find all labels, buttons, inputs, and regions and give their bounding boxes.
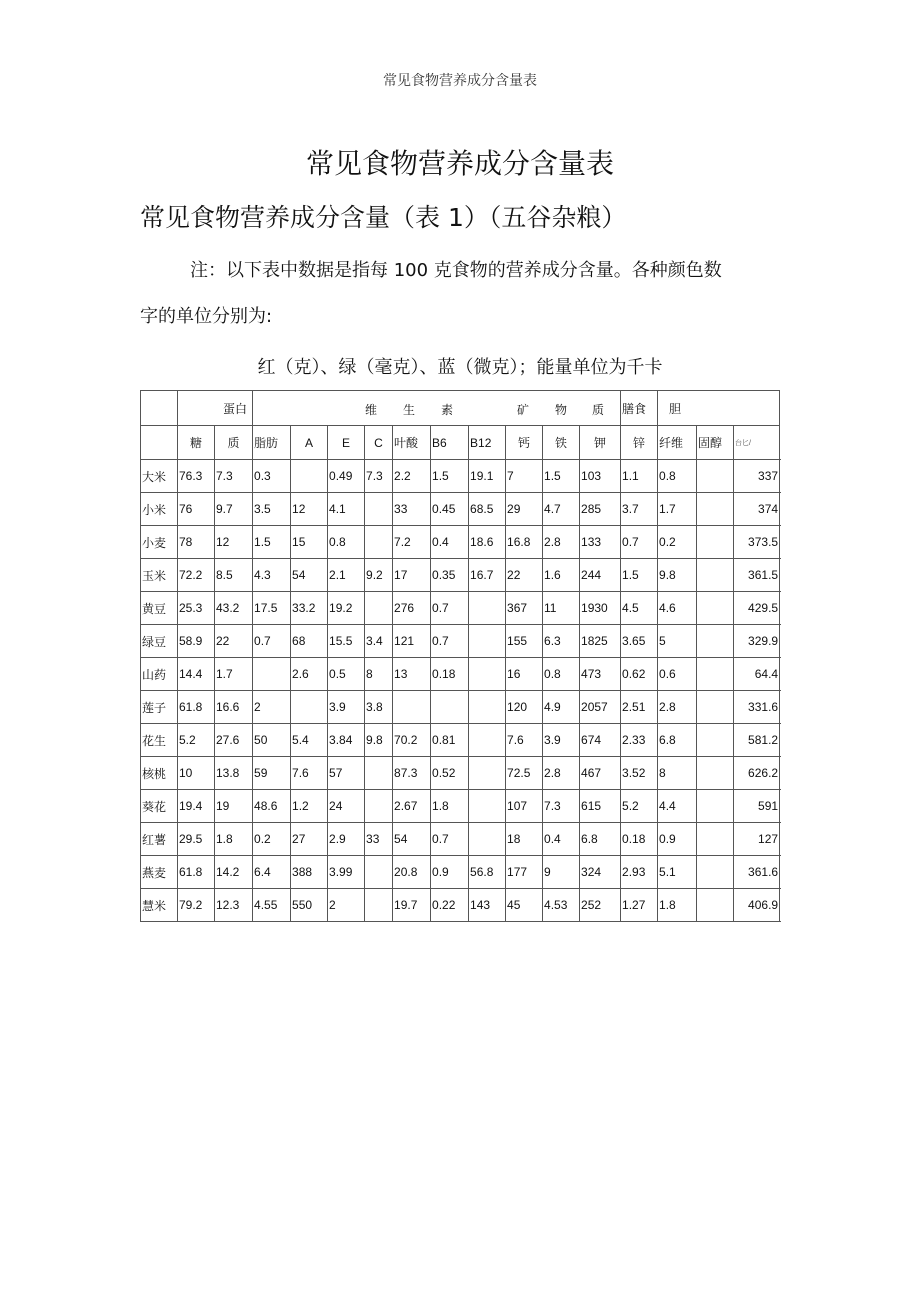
- value-cell: 2.51: [621, 691, 658, 724]
- value-cell: 2.6: [291, 658, 328, 691]
- mineral-group-label-3: 质: [592, 403, 605, 417]
- value-cell: 7.6: [506, 724, 543, 757]
- value-cell: 72.2: [178, 559, 215, 592]
- value-cell: 4.55: [253, 889, 291, 922]
- value-cell: 18: [506, 823, 543, 856]
- value-cell: 0.3: [253, 460, 291, 493]
- value-cell: 143: [469, 889, 506, 922]
- protein-group-label: 蛋白: [223, 401, 248, 416]
- column-header: 纤维: [658, 426, 697, 460]
- value-cell: 16: [506, 658, 543, 691]
- value-cell: 1.6: [543, 559, 580, 592]
- column-header: 脂肪: [253, 426, 291, 460]
- column-header: 固醇: [697, 426, 734, 460]
- value-cell: 7: [506, 460, 543, 493]
- value-cell: 0.4: [543, 823, 580, 856]
- value-cell: [469, 658, 506, 691]
- value-cell: 1.7: [658, 493, 697, 526]
- value-cell: 4.53: [543, 889, 580, 922]
- value-cell: 1.8: [215, 823, 253, 856]
- value-cell: 0.45: [431, 493, 469, 526]
- value-cell: [469, 724, 506, 757]
- value-cell: [697, 790, 734, 823]
- food-name-cell: 大米: [141, 460, 178, 493]
- value-cell: 1.27: [621, 889, 658, 922]
- value-cell: 19: [215, 790, 253, 823]
- value-cell: 17.5: [253, 592, 291, 625]
- corner-cell: [141, 426, 178, 460]
- value-cell: 1.5: [431, 460, 469, 493]
- value-cell: [697, 823, 734, 856]
- value-cell: 56.8: [469, 856, 506, 889]
- column-header: 铁: [543, 426, 580, 460]
- value-cell: 79.2: [178, 889, 215, 922]
- value-cell: 7.6: [291, 757, 328, 790]
- value-cell: 15.5: [328, 625, 365, 658]
- table-row: [141, 823, 780, 856]
- page-title: 常见食物营养成分含量表: [305, 147, 614, 180]
- value-cell: 337: [734, 460, 780, 493]
- value-cell: 373.5: [734, 526, 780, 559]
- value-cell: 3.8: [365, 691, 393, 724]
- value-cell: 68: [291, 625, 328, 658]
- fiber-group-label: 膳食: [622, 401, 647, 416]
- value-cell: [697, 625, 734, 658]
- value-cell: 5.4: [291, 724, 328, 757]
- value-cell: 29: [506, 493, 543, 526]
- running-header: 常见食物营养成分含量表: [383, 73, 537, 89]
- value-cell: 7.3: [543, 790, 580, 823]
- group-header-cell: [658, 391, 780, 426]
- value-cell: 0.6: [658, 658, 697, 691]
- sub-header-row: [141, 426, 780, 460]
- value-cell: 329.9: [734, 625, 780, 658]
- value-cell: 3.7: [621, 493, 658, 526]
- value-cell: 550: [291, 889, 328, 922]
- value-cell: 22: [506, 559, 543, 592]
- value-cell: [291, 460, 328, 493]
- value-cell: 8: [658, 757, 697, 790]
- value-cell: 68.5: [469, 493, 506, 526]
- value-cell: 1.5: [543, 460, 580, 493]
- value-cell: 29.5: [178, 823, 215, 856]
- value-cell: 6.8: [580, 823, 621, 856]
- column-header: E: [328, 426, 365, 460]
- value-cell: 0.7: [431, 823, 469, 856]
- vitamin-group-label-1: 维: [365, 403, 378, 417]
- value-cell: 16.7: [469, 559, 506, 592]
- value-cell: 388: [291, 856, 328, 889]
- value-cell: 70.2: [393, 724, 431, 757]
- value-cell: 0.49: [328, 460, 365, 493]
- value-cell: 20.8: [393, 856, 431, 889]
- value-cell: 3.5: [253, 493, 291, 526]
- value-cell: 5.2: [178, 724, 215, 757]
- value-cell: [291, 691, 328, 724]
- value-cell: 4.1: [328, 493, 365, 526]
- value-cell: 591: [734, 790, 780, 823]
- table-row: [141, 856, 780, 889]
- value-cell: 3.9: [328, 691, 365, 724]
- value-cell: 12: [291, 493, 328, 526]
- value-cell: 252: [580, 889, 621, 922]
- value-cell: 4.6: [658, 592, 697, 625]
- column-header: 糖: [178, 426, 215, 460]
- value-cell: 50: [253, 724, 291, 757]
- value-cell: 7.3: [215, 460, 253, 493]
- value-cell: 244: [580, 559, 621, 592]
- value-cell: 615: [580, 790, 621, 823]
- value-cell: 5.2: [621, 790, 658, 823]
- value-cell: [365, 790, 393, 823]
- food-name-cell: 小麦: [141, 526, 178, 559]
- column-header: B6: [431, 426, 469, 460]
- value-cell: 367: [506, 592, 543, 625]
- value-cell: 24: [328, 790, 365, 823]
- value-cell: 6.4: [253, 856, 291, 889]
- value-cell: 5: [658, 625, 697, 658]
- column-header: 台匕/: [734, 426, 780, 460]
- value-cell: [469, 823, 506, 856]
- value-cell: 19.4: [178, 790, 215, 823]
- food-name-cell: 红薯: [141, 823, 178, 856]
- value-cell: 361.5: [734, 559, 780, 592]
- table-row: [141, 889, 780, 922]
- value-cell: 1.8: [658, 889, 697, 922]
- value-cell: 473: [580, 658, 621, 691]
- value-cell: 121: [393, 625, 431, 658]
- value-cell: 107: [506, 790, 543, 823]
- value-cell: 2: [253, 691, 291, 724]
- value-cell: 14.2: [215, 856, 253, 889]
- food-name-cell: 燕麦: [141, 856, 178, 889]
- value-cell: 0.9: [658, 823, 697, 856]
- value-cell: 8: [365, 658, 393, 691]
- mineral-group-label-2: 物: [555, 403, 568, 417]
- nutrition-table: [140, 390, 780, 922]
- table-row: [141, 658, 780, 691]
- value-cell: [431, 691, 469, 724]
- value-cell: 285: [580, 493, 621, 526]
- value-cell: 59: [253, 757, 291, 790]
- value-cell: 25.3: [178, 592, 215, 625]
- value-cell: 19.7: [393, 889, 431, 922]
- value-cell: 11: [543, 592, 580, 625]
- value-cell: 0.9: [431, 856, 469, 889]
- value-cell: 0.81: [431, 724, 469, 757]
- value-cell: 4.5: [621, 592, 658, 625]
- value-cell: [365, 856, 393, 889]
- value-cell: 3.4: [365, 625, 393, 658]
- value-cell: [697, 460, 734, 493]
- vitamin-group-label-3: 素: [441, 403, 454, 417]
- value-cell: 14.4: [178, 658, 215, 691]
- table-row: [141, 460, 780, 493]
- value-cell: 103: [580, 460, 621, 493]
- value-cell: 54: [393, 823, 431, 856]
- value-cell: 19.2: [328, 592, 365, 625]
- value-cell: 64.4: [734, 658, 780, 691]
- value-cell: 0.8: [543, 658, 580, 691]
- food-name-cell: 花生: [141, 724, 178, 757]
- value-cell: 19.1: [469, 460, 506, 493]
- table-row: [141, 625, 780, 658]
- value-cell: 13.8: [215, 757, 253, 790]
- value-cell: 324: [580, 856, 621, 889]
- value-cell: 3.52: [621, 757, 658, 790]
- cholesterol-group-label: 胆: [669, 401, 682, 416]
- food-name-cell: 莲子: [141, 691, 178, 724]
- note-line-2: 字的单位分别为:: [140, 306, 273, 327]
- table-row: [141, 559, 780, 592]
- value-cell: [697, 724, 734, 757]
- food-name-cell: 山药: [141, 658, 178, 691]
- value-cell: [469, 691, 506, 724]
- value-cell: 33.2: [291, 592, 328, 625]
- column-header: C: [365, 426, 393, 460]
- value-cell: 2.9: [328, 823, 365, 856]
- value-cell: 120: [506, 691, 543, 724]
- value-cell: 276: [393, 592, 431, 625]
- column-header: A: [291, 426, 328, 460]
- value-cell: 6.8: [658, 724, 697, 757]
- column-header: 钾: [580, 426, 621, 460]
- value-cell: 0.4: [431, 526, 469, 559]
- value-cell: 1.8: [431, 790, 469, 823]
- value-cell: 626.2: [734, 757, 780, 790]
- value-cell: 72.5: [506, 757, 543, 790]
- column-header: 钙: [506, 426, 543, 460]
- value-cell: 58.9: [178, 625, 215, 658]
- value-cell: [697, 889, 734, 922]
- value-cell: 7.3: [365, 460, 393, 493]
- value-cell: 4.7: [543, 493, 580, 526]
- value-cell: 9.2: [365, 559, 393, 592]
- value-cell: 674: [580, 724, 621, 757]
- value-cell: 27.6: [215, 724, 253, 757]
- value-cell: 3.84: [328, 724, 365, 757]
- value-cell: 12.3: [215, 889, 253, 922]
- value-cell: 61.8: [178, 691, 215, 724]
- value-cell: [697, 691, 734, 724]
- group-header-row: [141, 391, 780, 426]
- value-cell: 4.9: [543, 691, 580, 724]
- value-cell: 2.67: [393, 790, 431, 823]
- value-cell: [365, 757, 393, 790]
- table-row: [141, 592, 780, 625]
- value-cell: 2057: [580, 691, 621, 724]
- value-cell: 429.5: [734, 592, 780, 625]
- food-name-cell: 绿豆: [141, 625, 178, 658]
- value-cell: 2.8: [543, 526, 580, 559]
- column-header: 锌: [621, 426, 658, 460]
- value-cell: 7.2: [393, 526, 431, 559]
- value-cell: [469, 592, 506, 625]
- value-cell: 4.4: [658, 790, 697, 823]
- value-cell: 0.52: [431, 757, 469, 790]
- value-cell: 43.2: [215, 592, 253, 625]
- value-cell: 127: [734, 823, 780, 856]
- value-cell: 78: [178, 526, 215, 559]
- table-row: [141, 757, 780, 790]
- value-cell: 1.2: [291, 790, 328, 823]
- food-name-cell: 小米: [141, 493, 178, 526]
- table-row: [141, 691, 780, 724]
- table-row: [141, 790, 780, 823]
- value-cell: 3.99: [328, 856, 365, 889]
- table-row: [141, 724, 780, 757]
- food-name-cell: 慧米: [141, 889, 178, 922]
- value-cell: 9.7: [215, 493, 253, 526]
- column-header: 叶酸: [393, 426, 431, 460]
- value-cell: 2.93: [621, 856, 658, 889]
- value-cell: 1.5: [253, 526, 291, 559]
- value-cell: 0.18: [621, 823, 658, 856]
- value-cell: 2.8: [658, 691, 697, 724]
- value-cell: 27: [291, 823, 328, 856]
- value-cell: [365, 889, 393, 922]
- group-header-cell: [178, 391, 253, 426]
- food-name-cell: 黄豆: [141, 592, 178, 625]
- value-cell: 331.6: [734, 691, 780, 724]
- value-cell: 406.9: [734, 889, 780, 922]
- value-cell: 22: [215, 625, 253, 658]
- column-header: 质: [215, 426, 253, 460]
- value-cell: 0.2: [658, 526, 697, 559]
- value-cell: [469, 757, 506, 790]
- value-cell: 0.2: [253, 823, 291, 856]
- value-cell: 17: [393, 559, 431, 592]
- value-cell: 133: [580, 526, 621, 559]
- value-cell: [697, 856, 734, 889]
- table-row: [141, 493, 780, 526]
- corner-cell: [141, 391, 178, 426]
- value-cell: [253, 658, 291, 691]
- value-cell: 2.33: [621, 724, 658, 757]
- value-cell: 9.8: [365, 724, 393, 757]
- value-cell: 0.7: [253, 625, 291, 658]
- value-cell: 0.7: [621, 526, 658, 559]
- value-cell: 45: [506, 889, 543, 922]
- value-cell: 9: [543, 856, 580, 889]
- value-cell: 18.6: [469, 526, 506, 559]
- value-cell: 76: [178, 493, 215, 526]
- value-cell: 3.65: [621, 625, 658, 658]
- value-cell: 2.8: [543, 757, 580, 790]
- value-cell: 177: [506, 856, 543, 889]
- value-cell: [469, 625, 506, 658]
- vitamin-group-label-2: 生: [403, 403, 416, 417]
- value-cell: 0.18: [431, 658, 469, 691]
- value-cell: 467: [580, 757, 621, 790]
- value-cell: 6.3: [543, 625, 580, 658]
- value-cell: 48.6: [253, 790, 291, 823]
- value-cell: 0.5: [328, 658, 365, 691]
- value-cell: 57: [328, 757, 365, 790]
- value-cell: [365, 493, 393, 526]
- mineral-group-label-1: 矿: [517, 403, 530, 417]
- value-cell: 5.1: [658, 856, 697, 889]
- value-cell: [697, 592, 734, 625]
- food-name-cell: 玉米: [141, 559, 178, 592]
- value-cell: 54: [291, 559, 328, 592]
- value-cell: 0.8: [328, 526, 365, 559]
- value-cell: [365, 592, 393, 625]
- value-cell: 4.3: [253, 559, 291, 592]
- food-name-cell: 核桃: [141, 757, 178, 790]
- value-cell: 2.1: [328, 559, 365, 592]
- value-cell: 76.3: [178, 460, 215, 493]
- value-cell: 0.22: [431, 889, 469, 922]
- column-header: B12: [469, 426, 506, 460]
- table-row: [141, 526, 780, 559]
- value-cell: 87.3: [393, 757, 431, 790]
- value-cell: 0.7: [431, 592, 469, 625]
- note-line-1: 注：以下表中数据是指每 100 克食物的营养成分含量。各种颜色数: [190, 260, 722, 281]
- value-cell: 12: [215, 526, 253, 559]
- value-cell: 0.7: [431, 625, 469, 658]
- value-cell: 1.7: [215, 658, 253, 691]
- value-cell: [697, 757, 734, 790]
- value-cell: [697, 658, 734, 691]
- value-cell: 16.8: [506, 526, 543, 559]
- value-cell: 581.2: [734, 724, 780, 757]
- value-cell: 0.62: [621, 658, 658, 691]
- units-line: 红（克）、绿（毫克）、蓝（微克）；能量单位为千卡: [257, 357, 663, 378]
- value-cell: 2.2: [393, 460, 431, 493]
- value-cell: [697, 559, 734, 592]
- food-name-cell: 葵花: [141, 790, 178, 823]
- value-cell: 1930: [580, 592, 621, 625]
- table-subtitle: 常见食物营养成分含量（表 1）（五谷杂粮）: [140, 203, 627, 232]
- value-cell: [365, 526, 393, 559]
- group-header-cell: [253, 391, 621, 426]
- value-cell: 10: [178, 757, 215, 790]
- value-cell: 33: [393, 493, 431, 526]
- value-cell: [393, 691, 431, 724]
- value-cell: 0.35: [431, 559, 469, 592]
- group-header-cell: [621, 391, 658, 426]
- value-cell: [697, 526, 734, 559]
- value-cell: [697, 493, 734, 526]
- value-cell: 0.8: [658, 460, 697, 493]
- value-cell: 2: [328, 889, 365, 922]
- value-cell: 1825: [580, 625, 621, 658]
- value-cell: 8.5: [215, 559, 253, 592]
- value-cell: 3.9: [543, 724, 580, 757]
- value-cell: 61.8: [178, 856, 215, 889]
- value-cell: 361.6: [734, 856, 780, 889]
- value-cell: 1.5: [621, 559, 658, 592]
- value-cell: 1.1: [621, 460, 658, 493]
- value-cell: 33: [365, 823, 393, 856]
- value-cell: 13: [393, 658, 431, 691]
- value-cell: 374: [734, 493, 780, 526]
- value-cell: [469, 790, 506, 823]
- value-cell: 9.8: [658, 559, 697, 592]
- value-cell: 16.6: [215, 691, 253, 724]
- value-cell: 155: [506, 625, 543, 658]
- value-cell: 15: [291, 526, 328, 559]
